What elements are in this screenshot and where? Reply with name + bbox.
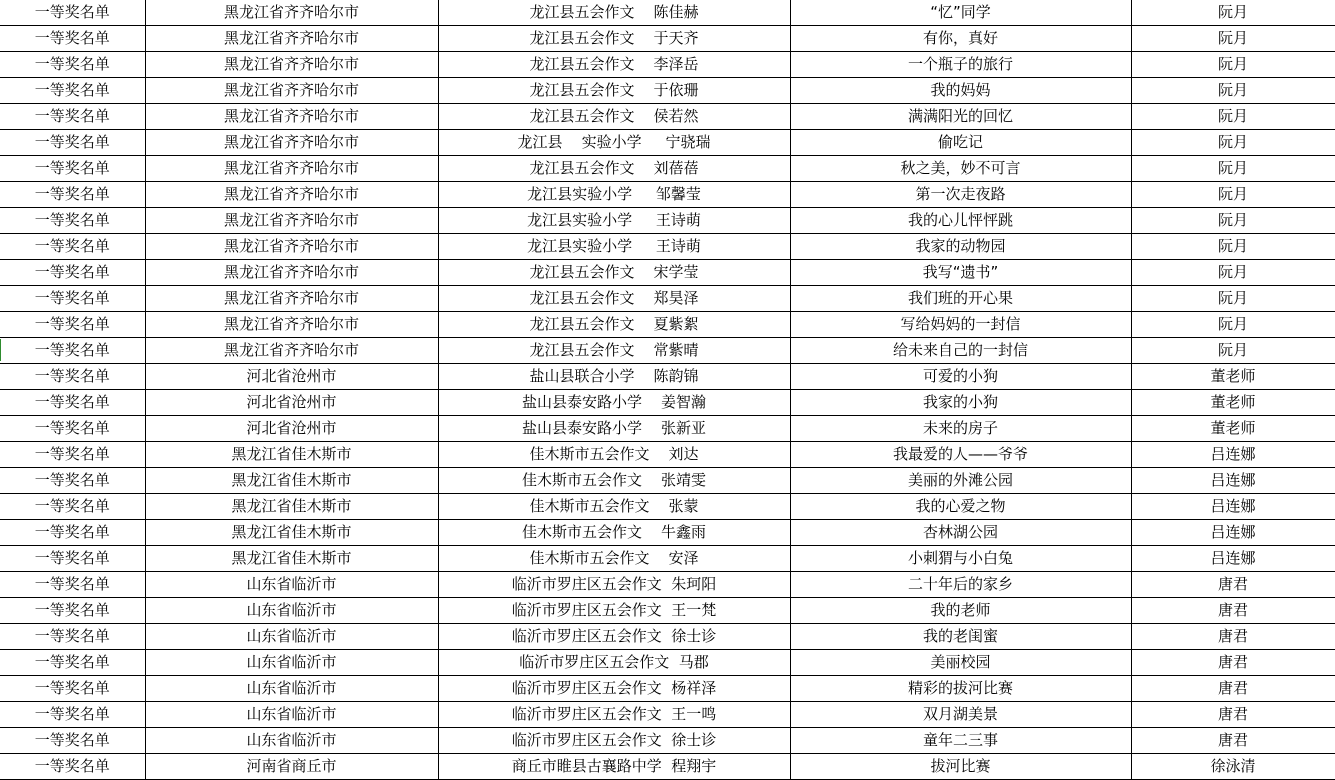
award-level-cell[interactable]: 一等奖名单	[0, 130, 145, 156]
table-row	[0, 0, 1335, 26]
school-student-cell[interactable]: 临沂市罗庄区五会作文 徐士诊	[438, 728, 790, 754]
school-student-cell[interactable]: 临沂市罗庄区五会作文 马郡	[438, 650, 790, 676]
teacher-cell[interactable]: 唐君	[1131, 676, 1335, 702]
award-level-cell[interactable]: 一等奖名单	[0, 52, 145, 78]
table-row	[0, 312, 1335, 338]
essay-title-cell[interactable]: 美丽校园	[790, 650, 1131, 676]
region-cell[interactable]: 黑龙江省佳木斯市	[145, 520, 438, 546]
award-level-cell[interactable]: 一等奖名单	[0, 234, 145, 260]
teacher-cell[interactable]: 阮月	[1131, 52, 1335, 78]
region-cell[interactable]: 山东省临沂市	[145, 728, 438, 754]
region-cell[interactable]: 黑龙江省齐齐哈尔市	[145, 156, 438, 182]
teacher-cell[interactable]: 唐君	[1131, 728, 1335, 754]
award-level-cell[interactable]: 一等奖名单	[0, 26, 145, 52]
essay-title-cell[interactable]: 我写“遗书”	[790, 260, 1131, 286]
essay-title-cell[interactable]: 偷吃记	[790, 130, 1131, 156]
teacher-cell[interactable]: 阮月	[1131, 104, 1335, 130]
award-level-cell[interactable]: 一等奖名单	[0, 624, 145, 650]
award-level-cell[interactable]: 一等奖名单	[0, 312, 145, 338]
school-student-cell[interactable]: 商丘市睢县古襄路中学 程翔宇	[438, 754, 790, 780]
table-row	[0, 754, 1335, 780]
teacher-cell[interactable]: 徐泳清	[1131, 754, 1335, 780]
table-row	[0, 286, 1335, 312]
award-level-cell[interactable]: 一等奖名单	[0, 416, 145, 442]
award-level-cell[interactable]: 一等奖名单	[0, 754, 145, 780]
teacher-cell[interactable]: 吕连娜	[1131, 468, 1335, 494]
table-row	[0, 26, 1335, 52]
award-level-cell[interactable]: 一等奖名单	[0, 572, 145, 598]
table-row	[0, 182, 1335, 208]
award-level-cell[interactable]: 一等奖名单	[0, 728, 145, 754]
school-student-cell[interactable]: 龙江县五会作文 夏紫絮	[438, 312, 790, 338]
school-student-cell[interactable]: 龙江县实验小学 王诗萌	[438, 208, 790, 234]
school-student-cell[interactable]: 盐山县泰安路小学 张新亚	[438, 416, 790, 442]
table-row	[0, 104, 1335, 130]
essay-title-cell[interactable]: 杏林湖公园	[790, 520, 1131, 546]
table-row	[0, 234, 1335, 260]
region-cell[interactable]: 黑龙江省佳木斯市	[145, 546, 438, 572]
essay-title-cell[interactable]: 我的老师	[790, 598, 1131, 624]
award-level-cell[interactable]: 一等奖名单	[0, 78, 145, 104]
award-level-cell[interactable]: 一等奖名单	[0, 598, 145, 624]
school-student-cell[interactable]: 佳木斯市五会作文 刘达	[438, 442, 790, 468]
teacher-cell[interactable]: 阮月	[1131, 78, 1335, 104]
school-student-cell[interactable]: 龙江县五会作文 陈佳赫	[438, 0, 790, 26]
school-student-cell[interactable]: 龙江县 实验小学 宁骁瑞	[438, 130, 790, 156]
teacher-cell[interactable]: 唐君	[1131, 572, 1335, 598]
award-level-cell[interactable]: 一等奖名单	[0, 182, 145, 208]
table-row	[0, 650, 1335, 676]
teacher-cell[interactable]: 阮月	[1131, 286, 1335, 312]
table-row	[0, 468, 1335, 494]
school-student-cell[interactable]: 龙江县五会作文 侯若然	[438, 104, 790, 130]
teacher-cell[interactable]: 吕连娜	[1131, 520, 1335, 546]
school-student-cell[interactable]: 龙江县五会作文 宋学莹	[438, 260, 790, 286]
essay-title-cell[interactable]: 我家的动物园	[790, 234, 1131, 260]
school-student-cell[interactable]: 临沂市罗庄区五会作文 杨祥泽	[438, 676, 790, 702]
essay-title-cell[interactable]: 我的心爱之物	[790, 494, 1131, 520]
award-level-cell[interactable]: 一等奖名单	[0, 520, 145, 546]
table-row	[0, 130, 1335, 156]
essay-title-cell[interactable]: 美丽的外滩公园	[790, 468, 1131, 494]
table-row	[0, 702, 1335, 728]
region-cell[interactable]: 黑龙江省齐齐哈尔市	[145, 338, 438, 364]
teacher-cell[interactable]: 唐君	[1131, 650, 1335, 676]
school-student-cell[interactable]: 龙江县五会作文 常紫晴	[438, 338, 790, 364]
teacher-cell[interactable]: 董老师	[1131, 364, 1335, 390]
teacher-cell[interactable]: 阮月	[1131, 182, 1335, 208]
teacher-cell[interactable]: 阮月	[1131, 260, 1335, 286]
award-level-cell[interactable]: 一等奖名单	[0, 338, 145, 364]
essay-title-cell[interactable]: 未来的房子	[790, 416, 1131, 442]
region-cell[interactable]: 黑龙江省齐齐哈尔市	[145, 234, 438, 260]
region-cell[interactable]: 山东省临沂市	[145, 624, 438, 650]
school-student-cell[interactable]: 龙江县实验小学 邹馨莹	[438, 182, 790, 208]
teacher-cell[interactable]: 吕连娜	[1131, 546, 1335, 572]
table-row	[0, 494, 1335, 520]
award-level-cell[interactable]: 一等奖名单	[0, 442, 145, 468]
essay-title-cell[interactable]: 我家的小狗	[790, 390, 1131, 416]
teacher-cell[interactable]: 吕连娜	[1131, 494, 1335, 520]
teacher-cell[interactable]: 阮月	[1131, 130, 1335, 156]
teacher-cell[interactable]: 阮月	[1131, 0, 1335, 26]
school-student-cell[interactable]: 龙江县五会作文 刘蓓蓓	[438, 156, 790, 182]
table-row	[0, 338, 1335, 364]
essay-title-cell[interactable]: 我的心儿怦怦跳	[790, 208, 1131, 234]
essay-title-cell[interactable]: 第一次走夜路	[790, 182, 1131, 208]
award-level-cell[interactable]: 一等奖名单	[0, 0, 145, 26]
award-level-cell[interactable]: 一等奖名单	[0, 702, 145, 728]
region-cell[interactable]: 黑龙江省齐齐哈尔市	[145, 52, 438, 78]
region-cell[interactable]: 山东省临沂市	[145, 702, 438, 728]
region-cell[interactable]: 黑龙江省齐齐哈尔市	[145, 208, 438, 234]
school-student-cell[interactable]: 龙江县五会作文 郑昊泽	[438, 286, 790, 312]
school-student-cell[interactable]: 临沂市罗庄区五会作文 王一鸣	[438, 702, 790, 728]
teacher-cell[interactable]: 唐君	[1131, 598, 1335, 624]
table-row	[0, 728, 1335, 754]
teacher-cell[interactable]: 阮月	[1131, 26, 1335, 52]
essay-title-cell[interactable]: 可爱的小狗	[790, 364, 1131, 390]
essay-title-cell[interactable]: 我的妈妈	[790, 78, 1131, 104]
award-level-cell[interactable]: 一等奖名单	[0, 468, 145, 494]
award-level-cell[interactable]: 一等奖名单	[0, 364, 145, 390]
school-student-cell[interactable]: 佳木斯市五会作文 张靖雯	[438, 468, 790, 494]
region-cell[interactable]: 黑龙江省齐齐哈尔市	[145, 0, 438, 26]
school-student-cell[interactable]: 盐山县联合小学 陈韵锦	[438, 364, 790, 390]
essay-title-cell[interactable]: 有你，真好	[790, 26, 1131, 52]
teacher-cell[interactable]: 董老师	[1131, 416, 1335, 442]
table-row	[0, 364, 1335, 390]
essay-title-cell[interactable]: 写给妈妈的一封信	[790, 312, 1131, 338]
teacher-cell[interactable]: 唐君	[1131, 624, 1335, 650]
school-student-cell[interactable]: 龙江县实验小学 王诗萌	[438, 234, 790, 260]
essay-title-cell[interactable]: 我最爱的人——爷爷	[790, 442, 1131, 468]
region-cell[interactable]: 黑龙江省佳木斯市	[145, 468, 438, 494]
region-cell[interactable]: 河北省沧州市	[145, 364, 438, 390]
school-student-cell[interactable]: 龙江县五会作文 李泽岳	[438, 52, 790, 78]
award-level-cell[interactable]: 一等奖名单	[0, 494, 145, 520]
active-row-marker	[0, 339, 1, 361]
table-row	[0, 260, 1335, 286]
region-cell[interactable]: 黑龙江省佳木斯市	[145, 442, 438, 468]
table-row	[0, 390, 1335, 416]
teacher-cell[interactable]: 阮月	[1131, 312, 1335, 338]
school-student-cell[interactable]: 佳木斯市五会作文 安泽	[438, 546, 790, 572]
teacher-cell[interactable]: 唐君	[1131, 702, 1335, 728]
essay-title-cell[interactable]: 秋之美，妙不可言	[790, 156, 1131, 182]
essay-title-cell[interactable]: “忆”同学	[790, 0, 1131, 26]
region-cell[interactable]: 山东省临沂市	[145, 598, 438, 624]
essay-title-cell[interactable]: 满满阳光的回忆	[790, 104, 1131, 130]
award-level-cell[interactable]: 一等奖名单	[0, 650, 145, 676]
essay-title-cell[interactable]: 一个瓶子的旅行	[790, 52, 1131, 78]
table-row	[0, 52, 1335, 78]
school-student-cell[interactable]: 佳木斯市五会作文 张蒙	[438, 494, 790, 520]
school-student-cell[interactable]: 龙江县五会作文 于天齐	[438, 26, 790, 52]
essay-title-cell[interactable]: 二十年后的家乡	[790, 572, 1131, 598]
award-level-cell[interactable]: 一等奖名单	[0, 260, 145, 286]
table-row	[0, 624, 1335, 650]
award-level-cell[interactable]: 一等奖名单	[0, 156, 145, 182]
region-cell[interactable]: 黑龙江省齐齐哈尔市	[145, 78, 438, 104]
award-level-cell[interactable]: 一等奖名单	[0, 546, 145, 572]
teacher-cell[interactable]: 阮月	[1131, 338, 1335, 364]
award-level-cell[interactable]: 一等奖名单	[0, 286, 145, 312]
essay-title-cell[interactable]: 双月湖美景	[790, 702, 1131, 728]
essay-title-cell[interactable]: 我们班的开心果	[790, 286, 1131, 312]
teacher-cell[interactable]: 董老师	[1131, 390, 1335, 416]
teacher-cell[interactable]: 阮月	[1131, 234, 1335, 260]
teacher-cell[interactable]: 阮月	[1131, 156, 1335, 182]
essay-title-cell[interactable]: 我的老闺蜜	[790, 624, 1131, 650]
school-student-cell[interactable]: 佳木斯市五会作文 牛鑫雨	[438, 520, 790, 546]
award-level-cell[interactable]: 一等奖名单	[0, 104, 145, 130]
essay-title-cell[interactable]: 童年二三事	[790, 728, 1131, 754]
region-cell[interactable]: 山东省临沂市	[145, 572, 438, 598]
table-row	[0, 442, 1335, 468]
teacher-cell[interactable]: 吕连娜	[1131, 442, 1335, 468]
essay-title-cell[interactable]: 拔河比赛	[790, 754, 1131, 780]
region-cell[interactable]: 黑龙江省齐齐哈尔市	[145, 182, 438, 208]
school-student-cell[interactable]: 龙江县五会作文 于依珊	[438, 78, 790, 104]
school-student-cell[interactable]: 临沂市罗庄区五会作文 朱珂阳	[438, 572, 790, 598]
region-cell[interactable]: 黑龙江省齐齐哈尔市	[145, 286, 438, 312]
table-row	[0, 156, 1335, 182]
table-row	[0, 546, 1335, 572]
table-row	[0, 520, 1335, 546]
table-row	[0, 676, 1335, 702]
table-row	[0, 598, 1335, 624]
region-cell[interactable]: 河南省商丘市	[145, 754, 438, 780]
region-cell[interactable]: 山东省临沂市	[145, 676, 438, 702]
region-cell[interactable]: 黑龙江省齐齐哈尔市	[145, 26, 438, 52]
essay-title-cell[interactable]: 给未来自己的一封信	[790, 338, 1131, 364]
region-cell[interactable]: 黑龙江省齐齐哈尔市	[145, 312, 438, 338]
region-cell[interactable]: 河北省沧州市	[145, 416, 438, 442]
table-row	[0, 572, 1335, 598]
school-student-cell[interactable]: 临沂市罗庄区五会作文 徐士诊	[438, 624, 790, 650]
essay-title-cell[interactable]: 小刺猬与小白兔	[790, 546, 1131, 572]
teacher-cell[interactable]: 阮月	[1131, 208, 1335, 234]
award-level-cell[interactable]: 一等奖名单	[0, 390, 145, 416]
region-cell[interactable]: 山东省临沂市	[145, 650, 438, 676]
award-level-cell[interactable]: 一等奖名单	[0, 676, 145, 702]
table-row	[0, 416, 1335, 442]
region-cell[interactable]: 黑龙江省齐齐哈尔市	[145, 260, 438, 286]
table-row	[0, 208, 1335, 234]
region-cell[interactable]: 黑龙江省齐齐哈尔市	[145, 104, 438, 130]
school-student-cell[interactable]: 临沂市罗庄区五会作文 王一梵	[438, 598, 790, 624]
table-row	[0, 78, 1335, 104]
region-cell[interactable]: 河北省沧州市	[145, 390, 438, 416]
award-level-cell[interactable]: 一等奖名单	[0, 208, 145, 234]
region-cell[interactable]: 黑龙江省佳木斯市	[145, 494, 438, 520]
region-cell[interactable]: 黑龙江省齐齐哈尔市	[145, 130, 438, 156]
essay-title-cell[interactable]: 精彩的拔河比赛	[790, 676, 1131, 702]
school-student-cell[interactable]: 盐山县泰安路小学 姜智瀚	[438, 390, 790, 416]
